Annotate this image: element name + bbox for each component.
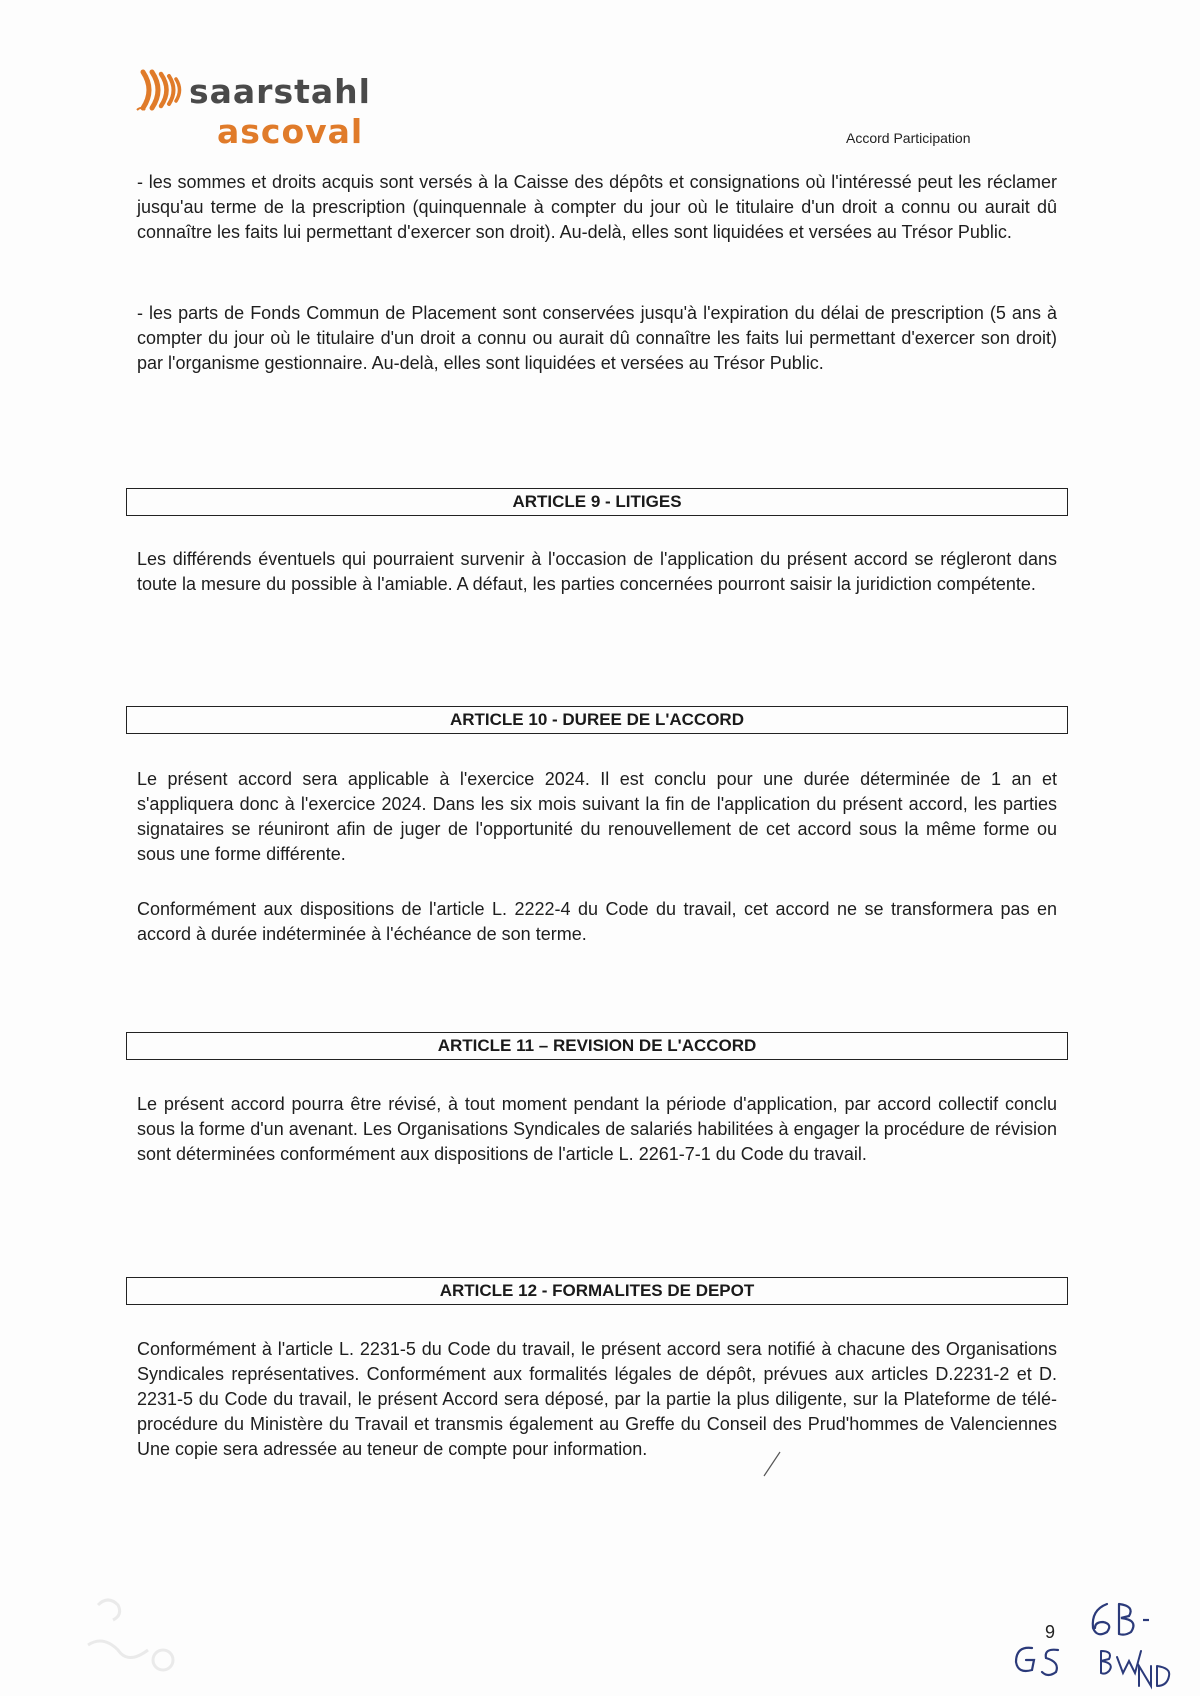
article-9-text: Les différends éventuels qui pourraient survenir à l'occasion de l'application du présent accord se régleront dans toute la mesure du possible à l'amiable. A défaut, les parties concernées pourront saisir la juridiction compétente. — [137, 549, 1057, 594]
document-label: Accord Participation — [846, 130, 971, 146]
article-10-text-2: Conformément aux dispositions de l'article L. 2222-4 du Code du travail, cet accord ne se transformera pas en accord à durée indéterminée à l'échéance de son terme. — [137, 899, 1057, 944]
article-12-text: Conformément à l'article L. 2231-5 du Code du travail, le présent accord sera notifié à chacune des Organisations Syndicales représentatives. Conformément aux formalités légales de dépôt, prévues aux articles D.2231-2 et D. 2231-5 du Code du travail, le présent Accord sera déposé, par la partie la plus diligente, sur la Plateforme de télé-procédure du Ministère du Travail et transmis également au Greffe du Conseil des Prud'hommes de Valenciennes Une copie sera adressée au teneur de compte pour information. — [137, 1339, 1057, 1459]
logo-text-ascoval: ascoval — [217, 112, 364, 151]
handwritten-initials-6b — [1085, 1600, 1155, 1640]
article-11-heading: ARTICLE 11 – REVISION DE L'ACCORD — [126, 1032, 1068, 1060]
article-12-heading: ARTICLE 12 - FORMALITES DE DEPOT — [126, 1277, 1068, 1305]
faint-stamp-mark — [78, 1585, 188, 1685]
article-11-text: Le présent accord pourra être révisé, à tout moment pendant la période d'application, par accord collectif conclu sous la forme d'un avenant. Les Organisations Syndicales de salariés habilitées à engager la procédure de révision sont déterminées conformément aux dispositions de l'article L. 2261-7-1 du Code du travail. — [137, 1094, 1057, 1164]
article-9-heading: ARTICLE 9 - LITIGES — [126, 488, 1068, 516]
handwritten-initials-gs — [1010, 1640, 1070, 1680]
company-logo — [135, 62, 371, 152]
page-number: 9 — [1045, 1622, 1056, 1642]
article-10-heading: ARTICLE 10 - DUREE DE L'ACCORD — [126, 706, 1068, 734]
pen-stroke-mark — [758, 1450, 788, 1480]
paragraph-fcp-shares: - les parts de Fonds Commun de Placement sont conservées jusqu'à l'expiration du délai de prescription (5 ans à compter du jour où le titulaire d'un droit a connu ou aurait dû connaître les faits lui permettant d'exercer son droit) par l'organisme gestionnaire. Au-delà, elles sont liquidées et versées au Trésor Public. — [137, 303, 1057, 373]
handwritten-initials-nd — [1135, 1660, 1175, 1690]
paragraph-sums-rights: - les sommes et droits acquis sont versés à la Caisse des dépôts et consignations où l'intéressé peut les réclamer jusqu'au terme de la prescription (quinquennale à compter du jour où le titulaire d'un droit a connu ou aurait dû connaître les faits lui permettant d'exercer son droit). Au-delà, elles sont liquidées et versées au Trésor Public. — [137, 172, 1057, 242]
article-10-text-1: Le présent accord sera applicable à l'exercice 2024. Il est conclu pour une durée déterminée de 1 an et s'appliquera donc à l'exercice 2024. Dans les six mois suivant la fin de l'application du présent accord, les parties signataires se réuniront afin de juger de l'opportunité du renouvellement de cet accord sous la même forme ou sous une forme différente. — [137, 769, 1057, 864]
logo-wave-icon — [135, 66, 187, 114]
logo-text-saarstahl: saarstahl — [189, 72, 371, 111]
